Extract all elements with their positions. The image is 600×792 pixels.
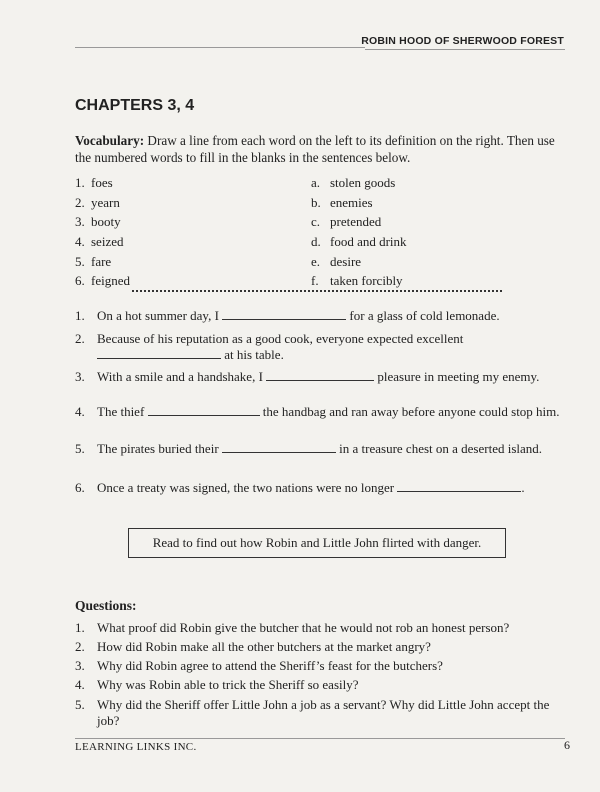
- vocab-word: booty: [91, 214, 121, 229]
- question-number: 1.: [75, 620, 85, 635]
- question-text: Why did the Sheriff offer Little John a job as a servant? Why did Little John accept the job?: [97, 697, 550, 728]
- word-number: 1.: [75, 175, 85, 190]
- sentence-text-before: The thief: [97, 404, 148, 419]
- sentence-number: 4.: [75, 404, 85, 419]
- vocab-definition: taken forcibly: [330, 273, 403, 288]
- question-text: What proof did Robin give the butcher that he would not rob an honest person?: [97, 620, 510, 635]
- answer-blank[interactable]: [97, 347, 221, 359]
- sentence-text-before: On a hot summer day, I: [97, 308, 223, 323]
- sentence-text-after: .: [521, 480, 525, 495]
- question-number: 5.: [75, 697, 85, 712]
- chapter-title: CHAPTERS 3, 4: [75, 97, 195, 114]
- vocabulary-instructions-text: Draw a line from each word on the left to its definition on the right. Then use the numbered words to fill in the blanks in the sentences below.: [75, 133, 555, 165]
- vocab-definition: desire: [330, 254, 362, 269]
- questions-heading: Questions:: [75, 598, 137, 613]
- read-prompt-box: Read to find out how Robin and Little John flirted with danger.: [128, 528, 506, 558]
- answer-blank[interactable]: [222, 441, 336, 453]
- vocab-definition: enemies: [330, 195, 373, 210]
- vocab-word: fare: [91, 254, 112, 269]
- header-rule: [75, 47, 365, 48]
- vocab-word: seized: [91, 234, 124, 249]
- vocab-definition: stolen goods: [330, 175, 396, 190]
- sentence-number: 5.: [75, 441, 85, 456]
- definition-letter: e.: [311, 254, 321, 269]
- definition-letter: c.: [311, 214, 321, 229]
- answer-blank[interactable]: [222, 308, 346, 320]
- sentence-text-after: the handbag and ran away before anyone could stop him.: [259, 404, 560, 419]
- word-number: 4.: [75, 234, 85, 249]
- definition-letter: f.: [311, 273, 319, 288]
- vocab-row: [75, 175, 565, 195]
- sentence-number: 3.: [75, 369, 85, 384]
- vocab-row: [75, 214, 565, 234]
- sentence-number: 2.: [75, 331, 85, 346]
- footer-rule: [75, 738, 565, 739]
- definition-letter: b.: [311, 195, 321, 210]
- definition-letter: d.: [311, 234, 321, 249]
- vocab-word: feigned: [91, 273, 130, 288]
- vocab-word: foes: [91, 175, 113, 190]
- sentence-text-before: Because of his reputation as a good cook, everyone expected excellent: [97, 331, 464, 346]
- question-number: 4.: [75, 677, 85, 692]
- sentence-text-before: With a smile and a handshake, I: [97, 369, 267, 384]
- sentence-text-after: for a glass of cold lemonade.: [346, 308, 500, 323]
- vocab-definition: pretended: [330, 214, 382, 229]
- sentence-number: 1.: [75, 308, 85, 323]
- sentence-text-after: in a treasure chest on a deserted island.: [335, 441, 543, 456]
- sentence-text-after: at his table.: [221, 347, 284, 362]
- question-text: Why did Robin agree to attend the Sheriff’s feast for the butchers?: [97, 658, 443, 673]
- answer-blank[interactable]: [397, 480, 521, 492]
- word-number: 5.: [75, 254, 85, 269]
- vocabulary-label: Vocabulary:: [75, 133, 145, 148]
- footer-publisher: LEARNING LINKS INC.: [75, 741, 197, 753]
- dotted-separator: [132, 290, 502, 292]
- vocab-row: [75, 234, 565, 254]
- word-number: 6.: [75, 273, 85, 288]
- sentence-text-before: The pirates buried their: [97, 441, 222, 456]
- question-text: Why was Robin able to trick the Sheriff so easily?: [97, 677, 359, 692]
- answer-blank[interactable]: [266, 369, 374, 381]
- sentence-text-before: Once a treaty was signed, the two nations were no longer: [97, 480, 398, 495]
- vocab-row: [75, 195, 565, 215]
- vocab-row: [75, 254, 565, 274]
- sentence-text-after: pleasure in meeting my enemy.: [374, 369, 540, 384]
- vocab-word: yearn: [91, 195, 120, 210]
- question-text: How did Robin make all the other butchers at the market angry?: [97, 639, 431, 654]
- definition-letter: a.: [311, 175, 321, 190]
- vocab-definition: food and drink: [330, 234, 407, 249]
- word-number: 2.: [75, 195, 85, 210]
- answer-blank[interactable]: [148, 404, 260, 416]
- sentence-number: 6.: [75, 480, 85, 495]
- vocabulary-instructions: [75, 132, 570, 166]
- header-title: ROBIN HOOD OF SHERWOOD FOREST: [361, 35, 564, 47]
- word-number: 3.: [75, 214, 85, 229]
- header-underline: [365, 49, 565, 50]
- page-number: 6: [564, 738, 570, 752]
- question-number: 2.: [75, 639, 85, 654]
- question-number: 3.: [75, 658, 85, 673]
